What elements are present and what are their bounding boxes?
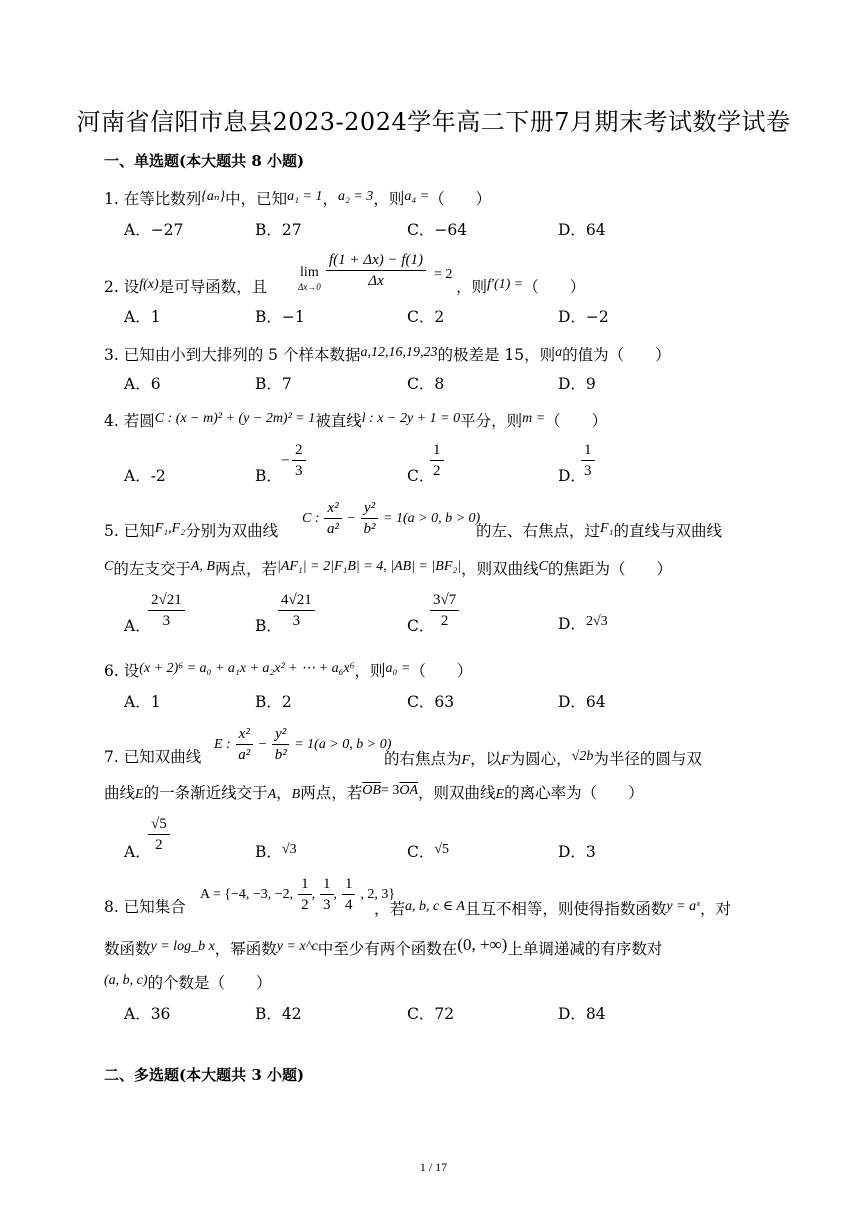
question-7 xyxy=(104,724,764,768)
question-number: 4. xyxy=(104,412,119,430)
question-text: 两点，若 xyxy=(214,560,277,578)
question-text: ，以 xyxy=(470,750,502,768)
question-number: 7. xyxy=(104,748,119,766)
question-text: 的极差是 15，则 xyxy=(437,346,556,364)
math-expression: B xyxy=(291,787,301,802)
option-d[interactable] xyxy=(558,612,608,634)
option-a[interactable]: A．1 xyxy=(124,308,161,326)
option-b[interactable]: B．2 xyxy=(255,693,292,711)
question-text: 平分，则 xyxy=(460,412,523,430)
option-b[interactable] xyxy=(255,464,282,486)
question-1 xyxy=(104,186,764,210)
question-text: 为半径的圆与双 xyxy=(593,750,702,768)
option-a-fraction xyxy=(148,590,185,631)
math-expression: F₁ xyxy=(600,521,614,536)
question-3 xyxy=(104,342,764,366)
fraction-numerator: 1 xyxy=(581,440,595,461)
question-text: 是可导函数，且 xyxy=(158,278,268,296)
fraction-numerator: 1 xyxy=(298,874,312,895)
option-a[interactable]: A．−27 xyxy=(124,221,184,239)
math-expression: − xyxy=(257,736,268,752)
question-text: ，若 xyxy=(374,900,406,918)
option-label: A． xyxy=(124,843,151,861)
math-expression: a₀ = xyxy=(385,661,411,676)
vector-ob: $\overline{OB}$ xyxy=(362,783,381,798)
option-d[interactable]: D．64 xyxy=(558,693,606,711)
options-q3 xyxy=(124,372,764,398)
math-expression: √3 xyxy=(281,842,297,857)
math-expression: , 2, 3} xyxy=(360,886,396,902)
vector-oa: $\overline{OA}$ xyxy=(399,783,418,798)
option-a[interactable] xyxy=(124,840,151,862)
question-8-line-2 xyxy=(104,934,764,960)
question-5-line-2 xyxy=(104,556,764,580)
math-expression: C : (x − m)² + (y − 2m)² = 1 xyxy=(154,411,316,426)
question-text: 已知 xyxy=(123,522,155,540)
option-b[interactable]: B．−1 xyxy=(255,308,305,326)
fraction-denominator: 2 xyxy=(301,897,309,913)
question-text: ，对 xyxy=(700,900,732,918)
question-text: 的左、右焦点，过 xyxy=(476,522,601,540)
question-number: 2. xyxy=(104,278,119,296)
question-text: ，则 xyxy=(373,190,405,208)
question-text: 被直线 xyxy=(315,412,362,430)
option-d-fraction xyxy=(581,440,595,481)
math-expression: a₁ = 1 xyxy=(287,189,323,204)
question-text: 中，已知 xyxy=(225,190,288,208)
lim-label: lim xyxy=(300,265,319,280)
option-label: A． xyxy=(124,617,151,635)
question-text: ，则 xyxy=(354,662,386,680)
option-d[interactable]: D．3 xyxy=(558,843,596,861)
question-text: 两点，若 xyxy=(300,784,363,802)
option-d[interactable]: D．64 xyxy=(558,221,606,239)
fraction-denominator: 3 xyxy=(323,897,331,913)
math-expression: C xyxy=(104,559,114,574)
question-text: 的个数是（ ） xyxy=(147,974,272,992)
math-expression: f′(1) = xyxy=(487,277,524,292)
option-c-fraction xyxy=(430,440,444,481)
option-label: C． xyxy=(407,467,435,485)
question-text: ，则 xyxy=(456,278,488,296)
question-text: 的一条渐近线交于 xyxy=(143,784,268,802)
question-text: （ ） xyxy=(523,278,586,296)
option-b[interactable] xyxy=(255,840,297,862)
question-text: 的左支交于 xyxy=(113,560,191,578)
fraction-denominator: 3 xyxy=(584,463,592,479)
option-a[interactable] xyxy=(124,614,151,636)
limit-operator xyxy=(298,256,321,294)
math-expression: = 3 xyxy=(380,783,400,798)
question-text: 已知由小到大排列的 5 个样本数据 xyxy=(123,346,361,364)
option-label: B． xyxy=(255,467,282,485)
question-text: ，则双曲线 xyxy=(418,784,496,802)
derivative-fraction xyxy=(326,250,426,291)
option-d[interactable]: D．−2 xyxy=(558,308,609,326)
question-text: 的焦距为（ ） xyxy=(548,560,673,578)
math-expression: = 1(a > 0, b > 0) xyxy=(294,736,392,752)
question-8 xyxy=(104,874,764,918)
option-a[interactable]: A．1 xyxy=(124,693,161,711)
question-text: 在等比数列 xyxy=(123,190,202,208)
question-6 xyxy=(104,658,764,682)
minus-sign: − xyxy=(281,452,290,469)
question-text: 若圆 xyxy=(123,412,155,430)
question-text: 且互不相等，则使得指数函数 xyxy=(464,900,667,918)
options-q1 xyxy=(124,218,764,244)
math-expression: a,12,16,19,23 xyxy=(360,345,438,360)
fraction-numerator: 1 xyxy=(430,440,444,461)
math-expression: a₂ = 3 xyxy=(337,189,374,204)
math-expression: a xyxy=(555,345,563,360)
option-label: C． xyxy=(407,617,435,635)
fraction-denominator: 2 xyxy=(440,613,449,629)
math-expression: A = {−4, −3, −2, xyxy=(200,886,294,902)
options-q4 xyxy=(124,440,764,486)
math-expression: m = xyxy=(522,411,546,426)
fraction-quarter xyxy=(342,874,356,915)
options-q6 xyxy=(124,690,764,716)
math-expression: {aₙ} xyxy=(201,189,226,204)
question-5 xyxy=(104,498,764,542)
option-c-fraction xyxy=(430,590,459,631)
fraction-denominator: b² xyxy=(363,521,376,537)
option-label: B． xyxy=(255,617,282,635)
question-text: ， xyxy=(322,190,338,208)
question-text: 上单调递减的有序数对 xyxy=(507,940,663,958)
fraction-numerator: 2 xyxy=(292,440,306,461)
page-number: 1 / 17 xyxy=(419,1160,448,1174)
question-text: 的直线与双曲线 xyxy=(613,522,722,540)
fraction-y xyxy=(272,724,289,765)
question-number: 1. xyxy=(104,190,119,208)
page-title: 河南省信阳市息县2023-2024学年高二下册7月期末考试数学试卷 xyxy=(76,108,791,136)
question-2 xyxy=(104,252,764,296)
fraction-numerator: 2√21 xyxy=(148,590,185,611)
question-7-line-2 xyxy=(104,780,764,806)
question-4 xyxy=(104,408,764,432)
fraction-denominator: a² xyxy=(238,747,251,763)
math-expression: |AF₁| = 2|F₁B| = 4, |AB| = |BF₂| xyxy=(276,559,462,574)
option-c[interactable]: C．2 xyxy=(407,308,445,326)
option-label: C． xyxy=(407,843,435,861)
hyperbola-equation xyxy=(302,498,480,539)
option-label: B． xyxy=(255,843,282,861)
fraction-y xyxy=(361,498,378,539)
options-q5 xyxy=(124,590,764,636)
question-text: 已知双曲线 xyxy=(123,748,202,766)
math-expression: y = x^c xyxy=(276,939,318,954)
question-number: 5. xyxy=(104,522,119,540)
fraction-denominator: b² xyxy=(274,747,287,763)
option-c[interactable]: C．72 xyxy=(407,1005,455,1023)
question-text: 的离心率为（ ） xyxy=(504,784,644,802)
question-text: （ ） xyxy=(410,662,473,680)
hyperbola-equation xyxy=(214,724,391,765)
option-b[interactable]: B．7 xyxy=(255,375,292,393)
question-text: 曲线 xyxy=(104,784,136,802)
fraction-x xyxy=(324,498,341,539)
math-expression: = 2 xyxy=(434,267,453,282)
option-a-fraction xyxy=(148,814,170,855)
fraction-numerator: 3√7 xyxy=(430,590,459,611)
question-text: 中至少有两个函数在 xyxy=(317,940,458,958)
math-expression: C : xyxy=(302,510,320,526)
question-number: 6. xyxy=(104,662,119,680)
math-expression: (x + 2)⁶ = a₀ + a₁x + a₂x² + ⋯ + a₆x⁶ xyxy=(139,661,355,676)
math-expression: y = log_b x xyxy=(150,939,215,954)
fraction-denominator: 3 xyxy=(292,613,301,629)
math-expression: a₄ = xyxy=(404,189,430,204)
math-expression: a, b, c ∈ A xyxy=(405,899,465,914)
math-expression: C xyxy=(538,559,548,574)
fraction-denominator: 3 xyxy=(295,463,303,479)
option-b[interactable]: B．42 xyxy=(255,1005,302,1023)
math-expression: (a, b, c) xyxy=(104,973,148,988)
fraction-numerator: √5 xyxy=(148,814,170,835)
math-expression: √2b xyxy=(571,749,594,764)
question-8-line-3 xyxy=(104,970,764,994)
fraction-third xyxy=(320,874,334,915)
option-d[interactable]: D．9 xyxy=(558,375,596,393)
option-b-fraction xyxy=(292,440,306,481)
math-expression: A xyxy=(267,787,277,802)
question-text: 为圆心， xyxy=(509,750,572,768)
fraction-x xyxy=(236,724,253,765)
fraction-numerator: 1 xyxy=(320,874,334,895)
fraction-denominator: 3 xyxy=(162,613,171,629)
question-text: ，幂函数 xyxy=(214,940,277,958)
options-q2 xyxy=(124,305,764,331)
math-expression: − xyxy=(346,510,356,526)
question-number: 8. xyxy=(104,898,119,916)
fraction-half xyxy=(298,874,312,915)
question-text: 的值为（ ） xyxy=(562,346,671,364)
fraction-numerator: f(1 + Δx) − f(1) xyxy=(326,250,426,271)
math-expression: 2√3 xyxy=(585,614,608,629)
section-heading-single-choice: 一、单选题(本大题共 8 小题) xyxy=(104,152,305,170)
question-text: 设 xyxy=(123,662,140,680)
math-expression: (0, +∞) xyxy=(457,935,508,954)
set-a-definition: A = {−4, −3, −2, $\frac{1}{2}$ , $\frac{1}{3}$ , $\frac{1}{4}$ , 2, 3} xyxy=(200,876,396,913)
option-b-fraction xyxy=(278,590,315,631)
options-q7 xyxy=(124,814,764,860)
math-expression: √5 xyxy=(434,842,450,857)
math-expression: l : x − 2y + 1 = 0 xyxy=(361,411,461,426)
option-c[interactable]: C．8 xyxy=(407,375,445,393)
options-q8 xyxy=(124,1002,764,1028)
question-text: （ ） xyxy=(429,190,492,208)
question-text: （ ） xyxy=(545,412,608,430)
math-expression: E xyxy=(495,787,505,802)
math-expression: = 1(a > 0, b > 0) xyxy=(383,510,481,526)
fraction-numerator: 4√21 xyxy=(278,590,315,611)
option-a[interactable]: A．-2 xyxy=(124,467,166,485)
question-text: 数函数 xyxy=(104,940,151,958)
fraction-numerator: 1 xyxy=(342,874,356,895)
question-text: 分别为双曲线 xyxy=(185,522,279,540)
fraction-denominator: 2 xyxy=(433,463,441,479)
option-d[interactable]: D．84 xyxy=(558,1005,606,1023)
option-a[interactable]: A．6 xyxy=(124,375,161,393)
math-expression: F xyxy=(461,753,471,768)
math-expression: E xyxy=(135,787,144,802)
option-label: D． xyxy=(558,615,586,633)
question-number: 3. xyxy=(104,346,119,364)
fraction-numerator: x² xyxy=(324,498,341,519)
option-a[interactable]: A．36 xyxy=(124,1005,171,1023)
option-b[interactable]: B．27 xyxy=(255,221,302,239)
question-text: 设 xyxy=(123,278,140,296)
fraction-denominator: 2 xyxy=(155,837,163,853)
math-expression: y = aˣ xyxy=(666,899,701,914)
math-expression: A, B xyxy=(190,559,215,574)
math-expression: F₁,F₂ xyxy=(154,521,186,536)
section-heading-multiple-choice: 二、多选题(本大题共 3 小题) xyxy=(104,1066,305,1084)
question-text: 已知集合 xyxy=(123,898,186,916)
fraction-denominator: Δx xyxy=(368,273,384,289)
fraction-numerator: x² xyxy=(236,724,253,745)
fraction-denominator: a² xyxy=(327,521,340,537)
option-c[interactable] xyxy=(407,840,449,862)
option-c[interactable]: C．−64 xyxy=(407,221,468,239)
option-c[interactable]: C．63 xyxy=(407,693,455,711)
math-expression: F xyxy=(501,753,510,768)
math-expression: f(x) xyxy=(139,277,159,292)
option-label: D． xyxy=(558,467,586,485)
question-text: ， xyxy=(276,784,292,802)
fraction-numerator: y² xyxy=(272,724,289,745)
math-expression: E : xyxy=(214,736,231,752)
fraction-denominator: 4 xyxy=(344,897,353,913)
question-text: 的右焦点为 xyxy=(384,750,462,768)
fraction-numerator: y² xyxy=(361,498,378,519)
lim-subscript: Δx→0 xyxy=(298,282,321,292)
question-text: ，则双曲线 xyxy=(461,560,539,578)
